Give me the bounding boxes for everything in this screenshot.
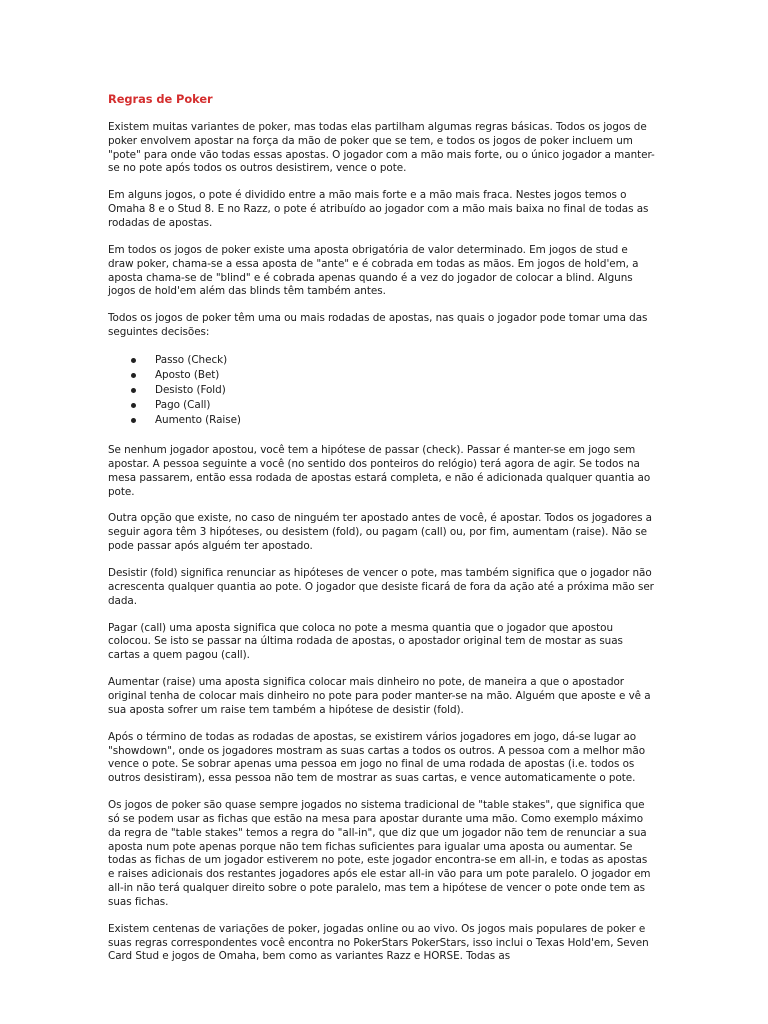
bullet-icon [131,358,136,363]
bullet-icon [131,388,136,393]
bullet-icon [131,418,136,423]
paragraph-split-pot: Em alguns jogos, o pote é dividido entre a mão mais forte e a mão mais fraca. Nestes jogos temos o Omaha 8 e o Stud 8. E no Razz, o pote é atribuído ao jogador com a mão mais baixa no final de todas as rodadas de apostas. [108,189,649,229]
bullet-icon [131,403,136,408]
paragraph-check: Se nenhum jogador apostou, você tem a hipótese de passar (check). Passar é manter-se em jogo sem apostar. A pessoa seguinte a você (no sentido dos ponteiros do relógio) terá agora de agir. Se todos na mesa passarem, então essa rodada de apostas estará completa, e não é adicionada qualquer quantia ao pote. [108,444,651,498]
paragraph-fold: Desistir (fold) significa renunciar as hipóteses de vencer o pote, mas também significa que o jogador não acrescenta qualquer quantia ao pote. O jogador que desiste ficará de fora da ação até a próxima mão ser dada. [108,567,654,607]
list-item-label: Pago (Call) [155,399,211,412]
list-item [108,398,656,413]
paragraph-intro: Existem muitas variantes de poker, mas todas elas partilham algumas regras básicas. Todos os jogos de poker envolvem apostar na força da mão de poker que se tem, e todos os jogos de poker incluem um "pote" para onde vão todas essas apostas. O jogador com a mão mais forte, ou o único jogador a manter-se no pote após todos os outros desistirem, vence o pote. [108,121,655,175]
list-item [108,383,656,398]
list-item [108,413,656,428]
decisions-list [108,353,656,428]
list-item-label: Passo (Check) [155,354,228,367]
paragraph-variations: Existem centenas de variações de poker, jogadas online ou ao vivo. Os jogos mais populares de poker e suas regras correspondentes você encontra no PokerStars PokerStars, isso inclui o Texas Hold'em, Seven Card Stud e jogos de Omaha, bem como as variantes Razz e HORSE. Todas as [108,922,649,963]
paragraph-showdown: Após o término de todas as rodadas de apostas, se existirem vários jogadores em jogo, dá-se lugar ao "showdown", onde os jogadores mostram as suas cartas a todos os outros. A pessoa com a melhor mão vence o pote. Se sobrar apenas uma pessoa em jogo no final de uma rodada de apostas (i.e. todos os outros desistiram), essa pessoa não tem de mostrar as suas cartas, e vence automaticamente o pote. [108,730,645,785]
paragraph-forced-bet: Em todos os jogos de poker existe uma aposta obrigatória de valor determinado. Em jogos de stud e draw poker, chama-se a essa aposta de "ante" e é cobrada em todas as mãos. Em jogos de hold'em, a aposta chama-se de "blind" e é cobrada apenas quando é a vez do jogador de colocar a blind. Alguns jogos de hold'em além das blinds têm também antes. [108,243,639,298]
paragraph-bet: Outra opção que existe, no caso de ninguém ter apostado antes de você, é apostar. Todos os jogadores a seguir agora têm 3 hipóteses, ou desistem (fold), ou pagam (call) ou, por fim, aumentam (raise). Não se pode passar após alguém ter apostado. [108,512,652,553]
paragraph-raise: Aumentar (raise) uma aposta significa colocar mais dinheiro no pote, de maneira a que o apostador original tenha de colocar mais dinheiro no pote para poder manter-se na mão. Alguém que aposte e vê a sua aposta sofrer um raise tem também a hipótese de desistir (fold). [108,676,651,716]
list-item [108,368,656,383]
paragraph-call: Pagar (call) uma aposta significa que coloca no pote a mesma quantia que o jogador que apostou colocou. Se isto se passar na última rodada de apostas, o apostador original tem de mostar as suas cartas a quem pagou (call). [108,621,623,662]
bullet-icon [131,373,136,378]
page-title: Regras de Poker [108,92,213,106]
paragraph-betting-rounds: Todos os jogos de poker têm uma ou mais rodadas de apostas, nas quais o jogador pode tomar uma das seguintes decisões: [108,312,648,339]
list-item-label: Aumento (Raise) [155,414,241,427]
document-body [108,90,656,977]
paragraph-table-stakes: Os jogos de poker são quase sempre jogados no sistema tradicional de "table stakes", que significa que só se podem usar as fichas que estão na mesa para apostar durante uma mão. Como exemplo máximo da regra de "table stakes" temos a regra do "all-in", que diz que um jogador não tem de renunciar a sua aposta num pote apenas porque não tem fichas suficientes para igualar uma aposta ou aumentar. Se todas as fichas de um jogador estiverem no pote, este jogador encontra-se em all-in, e todas as apostas e raises adicionais dos restantes jogadores após ele estar all-in vão para um pote paralelo. O jogador em all-in não terá qualquer direito sobre o pote paralelo, mas tem a hipótese de vencer o pote onde tem as suas fichas. [108,799,651,908]
list-item-label: Desisto (Fold) [155,384,226,397]
list-item-label: Aposto (Bet) [155,369,220,382]
list-item [108,353,656,368]
